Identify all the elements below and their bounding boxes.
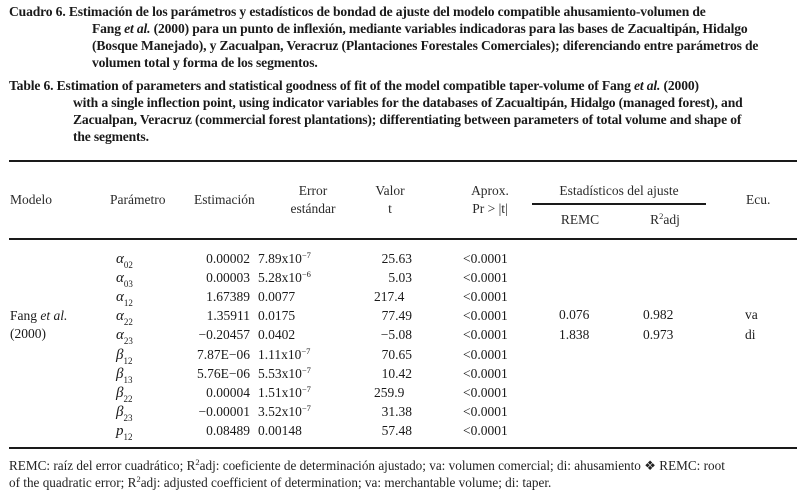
parameter-greek-letter: α: [116, 308, 124, 325]
estimate-value: 5.76E−06: [197, 365, 250, 381]
parameter-subscript: 23: [123, 412, 133, 423]
parameter-subscript: 13: [123, 374, 133, 385]
std-error-value: [258, 251, 311, 267]
header-r2-post: adj: [663, 212, 680, 227]
t-value: 5.03: [388, 270, 412, 286]
equation-label: va: [745, 307, 758, 322]
p-value: <0.0001: [463, 422, 508, 438]
caption-en-etal: et al.: [634, 78, 661, 93]
caption-es-line-2: [9, 20, 799, 37]
p-value: <0.0001: [463, 365, 508, 381]
std-error-exponent: −7: [301, 383, 311, 394]
stats-group-rule: [532, 203, 706, 205]
caption-es-etal: et al.: [124, 21, 151, 36]
parameter-subscript: 03: [123, 279, 133, 290]
footnote-text-2: adj: coeficiente de determinación ajustado; va: volumen comercial; di: ahusamiento ❖ REMC: root: [199, 458, 725, 473]
caption-en-line-1: [9, 77, 799, 94]
parameter-greek-letter: α: [116, 289, 124, 306]
parameter-symbol: [116, 423, 133, 445]
std-error-base: 1.11x10: [258, 346, 302, 362]
std-error-value: [258, 327, 295, 343]
parameter-subscript: 22: [123, 393, 133, 404]
std-error-base: 7.89x10: [258, 251, 302, 266]
header-valor-line1: Valor: [375, 183, 405, 198]
estimate-value: 1.35911: [206, 308, 250, 324]
parameter-greek-letter: β: [116, 365, 124, 382]
footnote: [9, 457, 799, 491]
parameter-subscript: 12: [123, 431, 133, 442]
std-error-base: 0.0402: [258, 327, 296, 343]
t-value: 259.9: [374, 384, 405, 400]
header-modelo: Modelo: [10, 192, 52, 207]
std-error-base: 5.28x10: [258, 270, 302, 286]
parameter-subscript: 23: [123, 336, 133, 347]
t-value: 25.63: [381, 251, 412, 266]
std-error-value: [258, 385, 311, 401]
estimate-value: 0.00004: [206, 384, 250, 400]
footnote-sup-1: 2: [195, 457, 200, 467]
parameter-greek-letter: α: [116, 327, 124, 344]
std-error-base: 3.52x10: [258, 403, 302, 419]
table-header-rule: [9, 238, 797, 240]
caption-en-text-1b: (2000): [660, 78, 699, 93]
remc-value: 0.076: [559, 307, 590, 322]
p-value: <0.0001: [463, 270, 508, 286]
estimate-value: 0.08489: [206, 422, 250, 438]
caption-en-line-2: with a single inflection point, using indicator variables for the databases of Zacualtipán, Hidalgo (managed forest), and: [73, 95, 743, 110]
header-valor-line2: t: [388, 201, 392, 216]
caption-en-label: Table 6.: [9, 78, 54, 93]
p-value: <0.0001: [463, 289, 508, 305]
caption-en-line-4: the segments.: [73, 129, 149, 144]
std-error-exponent: −7: [301, 364, 311, 375]
estimate-value: 7.87E−06: [197, 346, 250, 362]
table-bottom-rule: [9, 447, 797, 449]
caption-english: [9, 77, 799, 145]
t-value: 70.65: [381, 346, 412, 362]
model-name-text: Fang: [10, 308, 41, 323]
parameter-greek-letter: α: [116, 270, 124, 287]
caption-en-text-1a: Estimation of parameters and statistical goodness of fit of the model compatible taper-volume of Fang: [56, 78, 634, 93]
header-remc: REMC: [560, 212, 600, 227]
estimate-value: 0.00003: [206, 270, 250, 286]
footnote-text-3: of the quadratic error; R: [9, 475, 137, 490]
caption-es-line-1: [9, 3, 799, 20]
model-name: [10, 308, 67, 324]
estimate-value: 0.00002: [206, 251, 250, 266]
caption-es-text-1: Estimación de los parámetros y estadísticos de bondad de ajuste del modelo compatible ahusamiento-volumen de: [68, 4, 706, 19]
model-name-etal: et al.: [40, 308, 68, 323]
std-error-value: [258, 366, 311, 382]
header-aprox-line2: Pr > |t|: [472, 201, 508, 216]
header-ecu: Ecu.: [746, 192, 771, 207]
std-error-value: [258, 270, 311, 286]
header-error-line1: Error: [298, 183, 328, 198]
parameter-greek-letter: α: [116, 251, 124, 267]
equation-label: di: [745, 326, 756, 342]
t-value: 217.4: [374, 289, 405, 305]
parameter-greek-letter: β: [116, 346, 124, 363]
parameter-subscript: 12: [123, 355, 133, 366]
std-error-exponent: −6: [301, 269, 311, 280]
p-value: <0.0001: [463, 403, 508, 419]
footnote-sup-2: 2: [136, 474, 141, 484]
header-r2adj: [630, 212, 700, 228]
caption-es-line-3: (Bosque Manejado), y Zacualpan, Veracruz (Plantaciones Forestales Comerciales); diferenciando entre parámetros de: [92, 38, 759, 53]
p-value: <0.0001: [463, 308, 508, 324]
t-value: 10.42: [381, 365, 412, 381]
parameter-subscript: 12: [123, 298, 133, 309]
r2adj-value: 0.973: [643, 326, 674, 342]
p-value: <0.0001: [463, 384, 508, 400]
std-error-value: [258, 423, 302, 439]
std-error-exponent: −7: [301, 250, 311, 260]
caption-es-text-2a: Fang: [92, 21, 125, 36]
t-value: 77.49: [381, 308, 412, 324]
caption-spanish: [9, 3, 799, 71]
t-value: 57.48: [381, 422, 412, 438]
estimate-value: −0.20457: [198, 327, 250, 343]
p-value: <0.0001: [463, 327, 508, 343]
std-error-value: [258, 308, 295, 324]
header-error-line2: estándar: [290, 201, 336, 216]
estimate-value: 1.67389: [206, 289, 250, 305]
header-r2-base: R: [650, 212, 660, 227]
std-error-value: [258, 347, 310, 363]
t-value: 31.38: [381, 403, 412, 419]
model-year: (2000): [10, 326, 46, 341]
r2adj-value: 0.982: [643, 307, 674, 322]
parameter-subscript: 02: [123, 260, 133, 270]
std-error-base: 1.51x10: [258, 384, 302, 400]
std-error-base: 0.0175: [258, 308, 296, 324]
std-error-base: 0.0077: [258, 289, 296, 305]
caption-es-label: Cuadro 6.: [9, 4, 66, 19]
parameter-greek-letter: p: [116, 422, 124, 439]
header-stats-group: Estadísticos del ajuste: [559, 183, 679, 198]
caption-es-text-2b: (2000) para un punto de inflexión, mediante variables indicadoras para las bases de Zacualtipán, Hidalgo: [150, 21, 748, 36]
estimate-value: −0.00001: [198, 403, 250, 419]
header-estimacion: Estimación: [194, 192, 255, 207]
footnote-text-1: REMC: raíz del error cuadrático; R: [9, 458, 196, 473]
caption-es-line-4: volumen total y forma de los segmentos.: [92, 55, 318, 70]
header-aprox-line1: Aprox.: [471, 183, 509, 198]
parameter-subscript: 22: [123, 317, 133, 328]
table-top-rule: [9, 160, 797, 162]
caption-en-line-3: Zacualpan, Veracruz (commercial forest plantations); differentiating between parameters of total volume and shape of: [73, 112, 742, 127]
header-parametro: Parámetro: [110, 192, 166, 207]
p-value: <0.0001: [463, 251, 508, 266]
std-error-value: [258, 289, 295, 305]
remc-value: 1.838: [559, 326, 590, 342]
header-r2-sup: 2: [659, 211, 664, 221]
parameter-greek-letter: β: [116, 384, 124, 401]
std-error-base: 5.53x10: [258, 365, 302, 381]
std-error-value: [258, 404, 311, 420]
p-value: <0.0001: [463, 346, 508, 362]
std-error-exponent: −7: [301, 345, 311, 356]
parameter-greek-letter: β: [116, 403, 124, 420]
std-error-exponent: −7: [301, 402, 311, 413]
t-value: −5.08: [380, 327, 412, 343]
footnote-text-4: adj: adjusted coefficient of determination; va: merchantable volume; di: taper.: [140, 475, 552, 490]
std-error-base: 0.00148: [258, 422, 302, 438]
